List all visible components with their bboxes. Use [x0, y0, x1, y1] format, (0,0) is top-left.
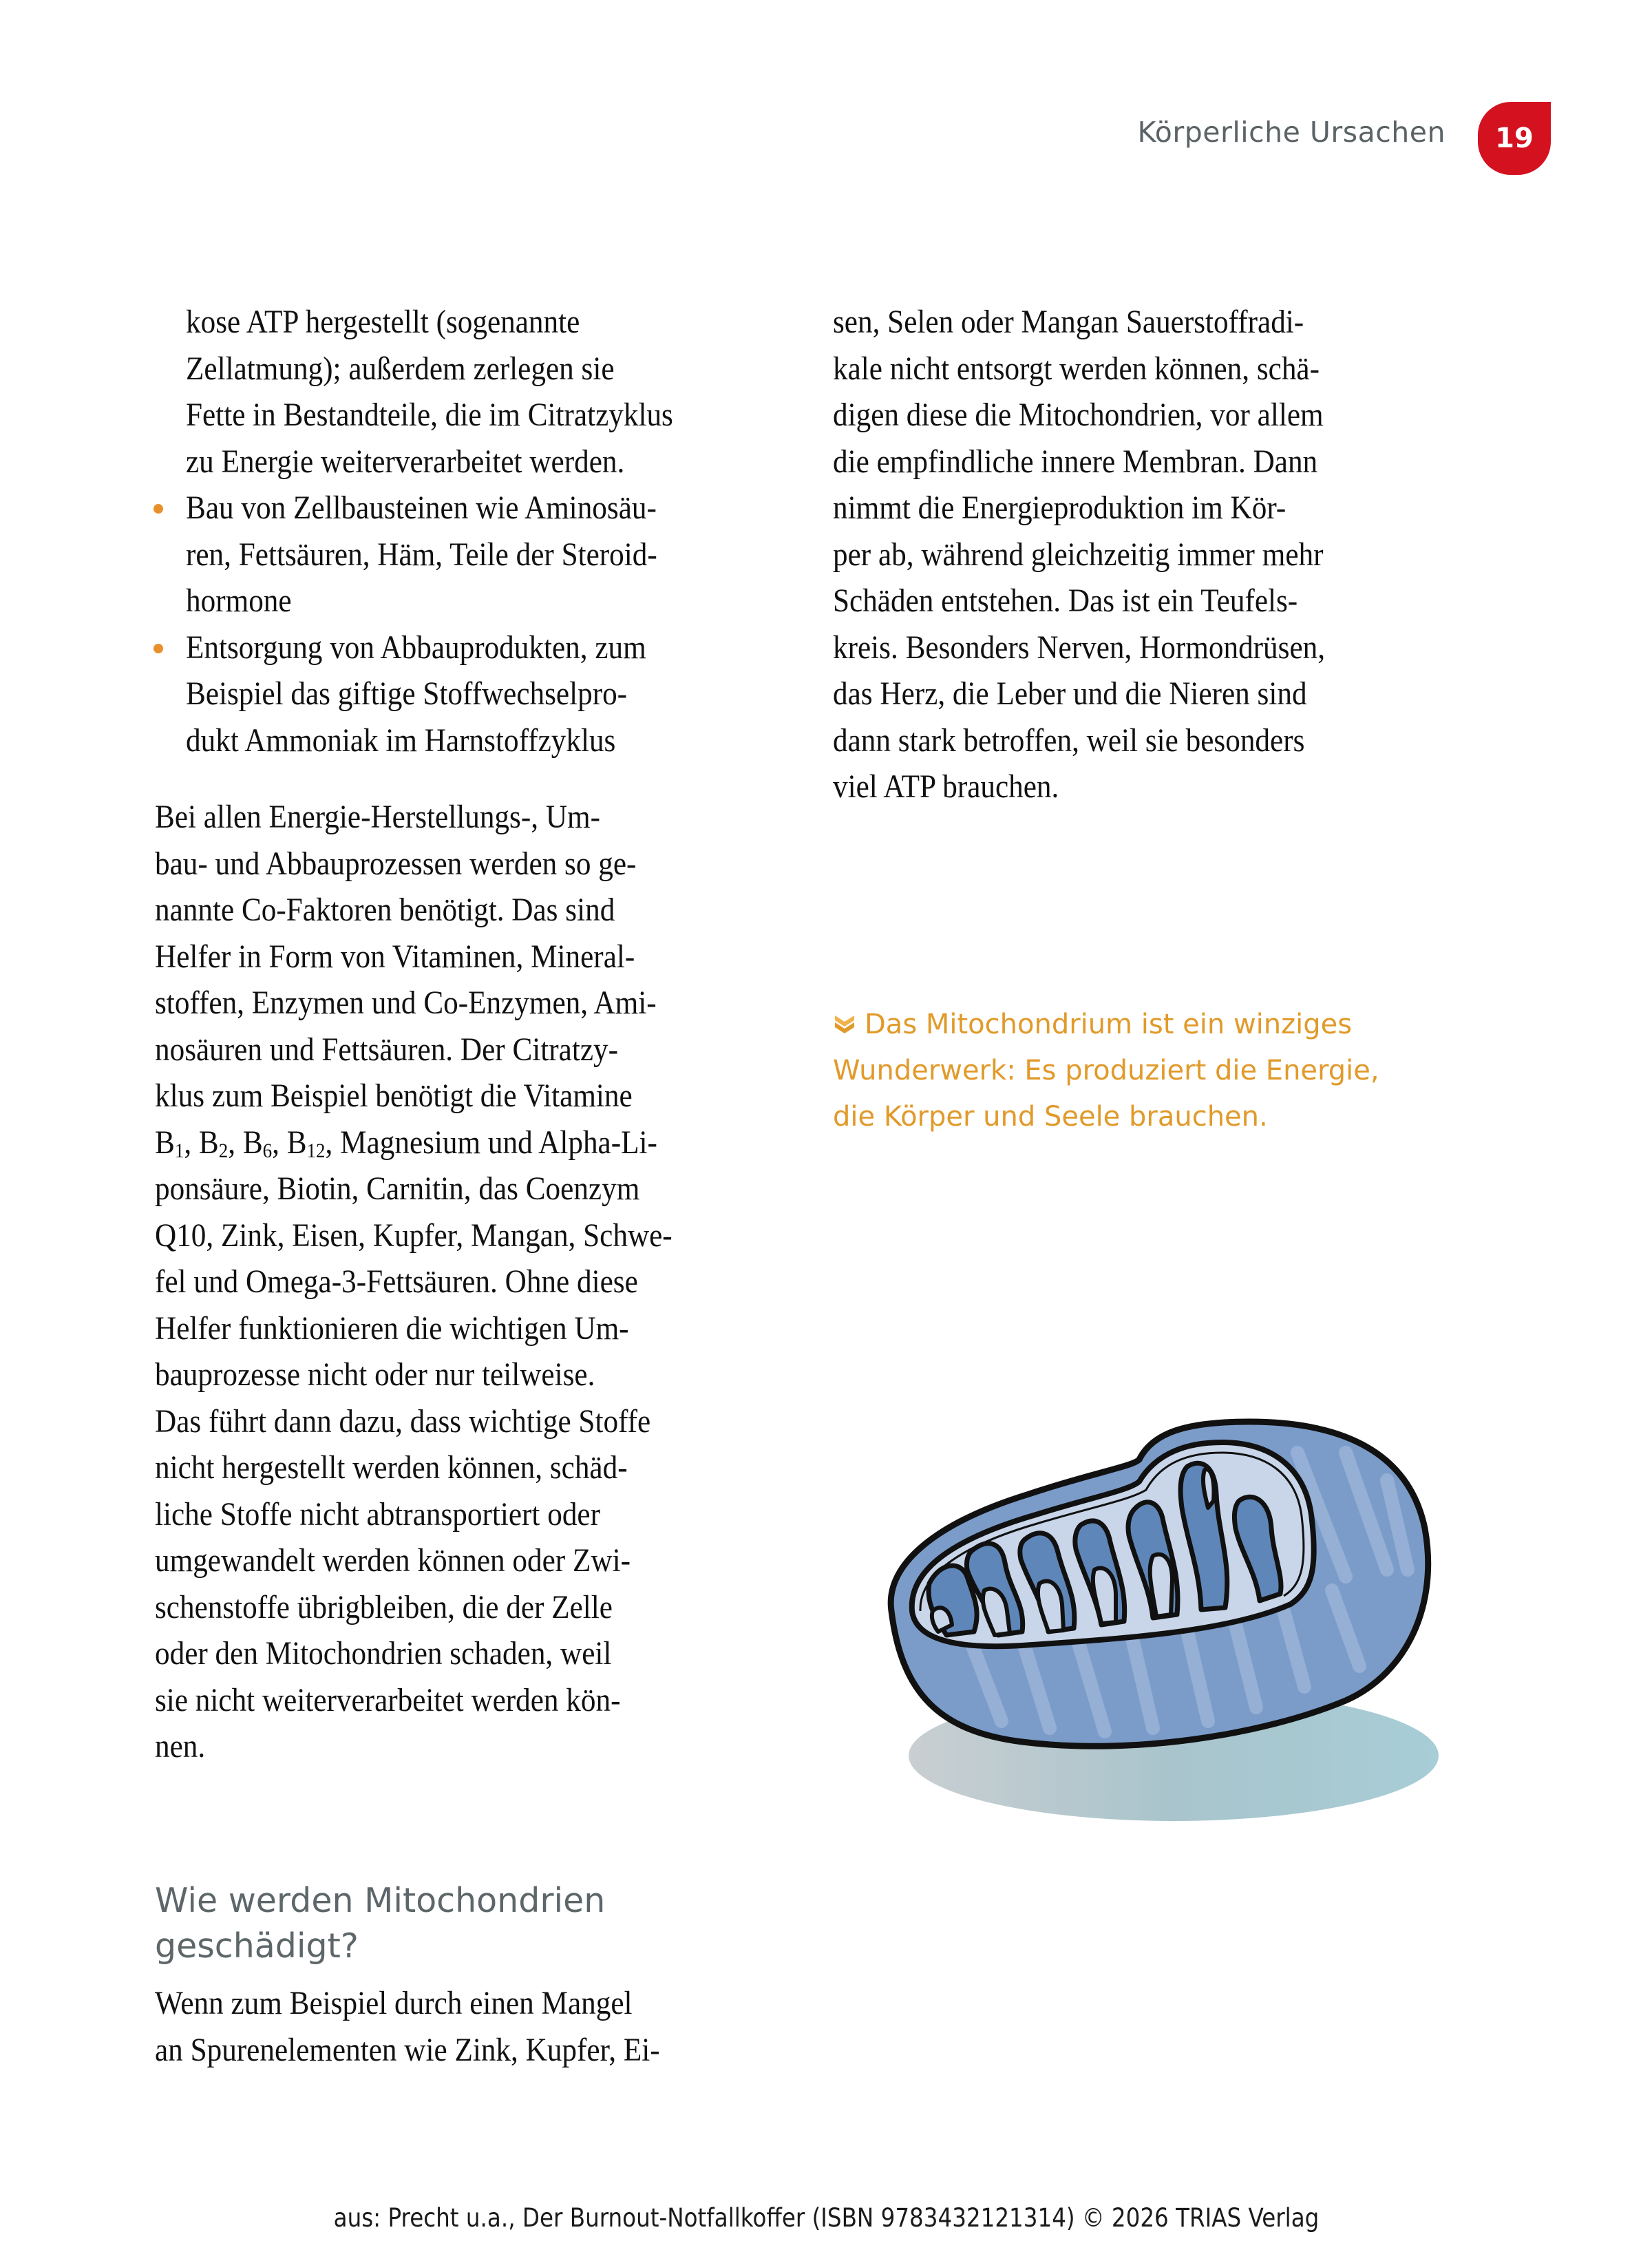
- text-line: umgewandelt werden können oder Zwi-: [155, 1542, 631, 1579]
- text-line: kreis. Besonders Nerven, Hormondrüsen,: [833, 629, 1326, 666]
- text-line: Zellatmung); außerdem zerlegen sie: [186, 350, 615, 387]
- caption-line: Das Mitochondrium ist ein winziges: [833, 1002, 1452, 1048]
- figure-caption: [833, 1002, 1452, 1140]
- caption-line: die Körper und Seele brauchen.: [833, 1101, 1268, 1133]
- text-line: Helfer funktionieren die wichtigen Um-: [155, 1309, 629, 1347]
- text-line: schenstoffe übrigbleiben, die der Zelle: [155, 1588, 613, 1625]
- right-column: [833, 299, 1452, 810]
- text-line: Q10, Zink, Eisen, Kupfer, Mangan, Schwe-: [155, 1217, 673, 1254]
- text-line: an Spurenelementen wie Zink, Kupfer, Ei-: [155, 2031, 660, 2068]
- section-heading: [155, 1878, 605, 1969]
- body-paragraph: [155, 794, 774, 1770]
- text-line: nosäuren und Fettsäuren. Der Citratzy-: [155, 1031, 619, 1068]
- text-line: Das führt dann dazu, dass wichtige Stoffe: [155, 1402, 651, 1440]
- vitamin-line: $B_1$, $B_2$, $B_6$, $B_{12}$, Magnesium und Alpha-Li-: [155, 1124, 657, 1162]
- text-line: nimmt die Energieproduktion im Kör-: [833, 490, 1286, 526]
- text-line: nicht hergestellt werden können, schäd-: [155, 1449, 628, 1486]
- text-line: Bei allen Energie-Herstellungs-, Um-: [155, 799, 601, 835]
- text-line: liche Stoffe nicht abtransportiert oder: [155, 1495, 600, 1533]
- caption-line: Wunderwerk: Es produziert die Energie,: [833, 1055, 1379, 1086]
- text-line: hormone: [186, 582, 292, 619]
- text-line: das Herz, die Leber und die Nieren sind: [833, 675, 1307, 712]
- text-line: dann stark betroffen, weil sie besonders: [833, 722, 1305, 759]
- heading-line: Wie werden Mitochondrien: [155, 1881, 606, 1920]
- text-line: kose ATP hergestellt (sogenannte: [186, 304, 580, 340]
- text-line: stoffen, Enzymen und Co-Enzymen, Ami-: [155, 985, 657, 1021]
- text-line: Beispiel das giftige Stoffwechselpro-: [186, 675, 628, 712]
- page-number: 19: [1495, 123, 1534, 154]
- bullet-list-item: [155, 485, 774, 624]
- left-column: [155, 299, 774, 1770]
- text-line: bauprozesse nicht oder nur teilweise.: [155, 1356, 595, 1393]
- footer-text: aus: Precht u.a., Der Burnout-Notfallkoffer (ISBN 9783432121314) © 2026 TRIAS Verlag: [333, 2203, 1319, 2233]
- bullet-dot-icon: [153, 644, 163, 653]
- text-line: oder den Mitochondrien schaden, weil: [155, 1635, 612, 1672]
- text-line: per ab, während gleichzeitig immer mehr: [833, 536, 1324, 573]
- text-line: Fette in Bestandteile, die im Citratzyklus: [186, 397, 673, 433]
- text-line: Entsorgung von Abbauprodukten, zum: [186, 629, 646, 666]
- text-line: bau- und Abbauprozessen werden so ge-: [155, 845, 637, 882]
- text-line: Bau von Zellbausteinen wie Aminosäu-: [186, 490, 657, 526]
- text-line: ren, Fettsäuren, Häm, Teile der Steroid-: [186, 536, 657, 573]
- text-line: nen.: [155, 1728, 206, 1765]
- text-line: fel und Omega-3-Fettsäuren. Ohne diese: [155, 1263, 638, 1300]
- bullet-dot-icon: [153, 504, 163, 514]
- text-line: Helfer in Form von Vitaminen, Mineral-: [155, 938, 635, 975]
- text-line: die empfindliche innere Membran. Dann: [833, 443, 1318, 480]
- copyright-footer: [0, 2203, 1652, 2233]
- text-line: viel ATP brauchen.: [833, 768, 1059, 805]
- text-line: Wenn zum Beispiel durch einen Mangel: [155, 1985, 633, 2021]
- section-paragraph: [155, 1980, 774, 2073]
- text-line: zu Energie weiterverarbeitet werden.: [186, 443, 625, 480]
- text-line: dukt Ammoniak im Harnstoffzyklus: [186, 722, 616, 759]
- text-line: Schäden entstehen. Das ist ein Teufels-: [833, 582, 1298, 619]
- bullet-list-item: [155, 624, 774, 764]
- double-chevron-down-icon: [833, 1013, 856, 1036]
- mitochondrion-illustration: [864, 1404, 1442, 1845]
- heading-line: geschädigt?: [155, 1926, 359, 1966]
- page-number-badge: [1478, 102, 1551, 175]
- text-line: nannte Co-Faktoren benötigt. Das sind: [155, 892, 615, 928]
- text-line: kale nicht entsorgt werden können, schä-: [833, 350, 1320, 387]
- running-header-section-title: Körperliche Ursachen: [1137, 116, 1446, 149]
- text-line: sen, Selen oder Mangan Sauerstoffradi-: [833, 304, 1304, 340]
- text-line: sie nicht weiterverarbeitet werden kön-: [155, 1681, 621, 1718]
- text-line: klus zum Beispiel benötigt die Vitamine: [155, 1077, 633, 1114]
- bullet-continuation: [155, 299, 774, 485]
- text-line: ponsäure, Biotin, Carnitin, das Coenzym: [155, 1170, 640, 1207]
- text-line: digen diese die Mitochondrien, vor allem: [833, 397, 1324, 433]
